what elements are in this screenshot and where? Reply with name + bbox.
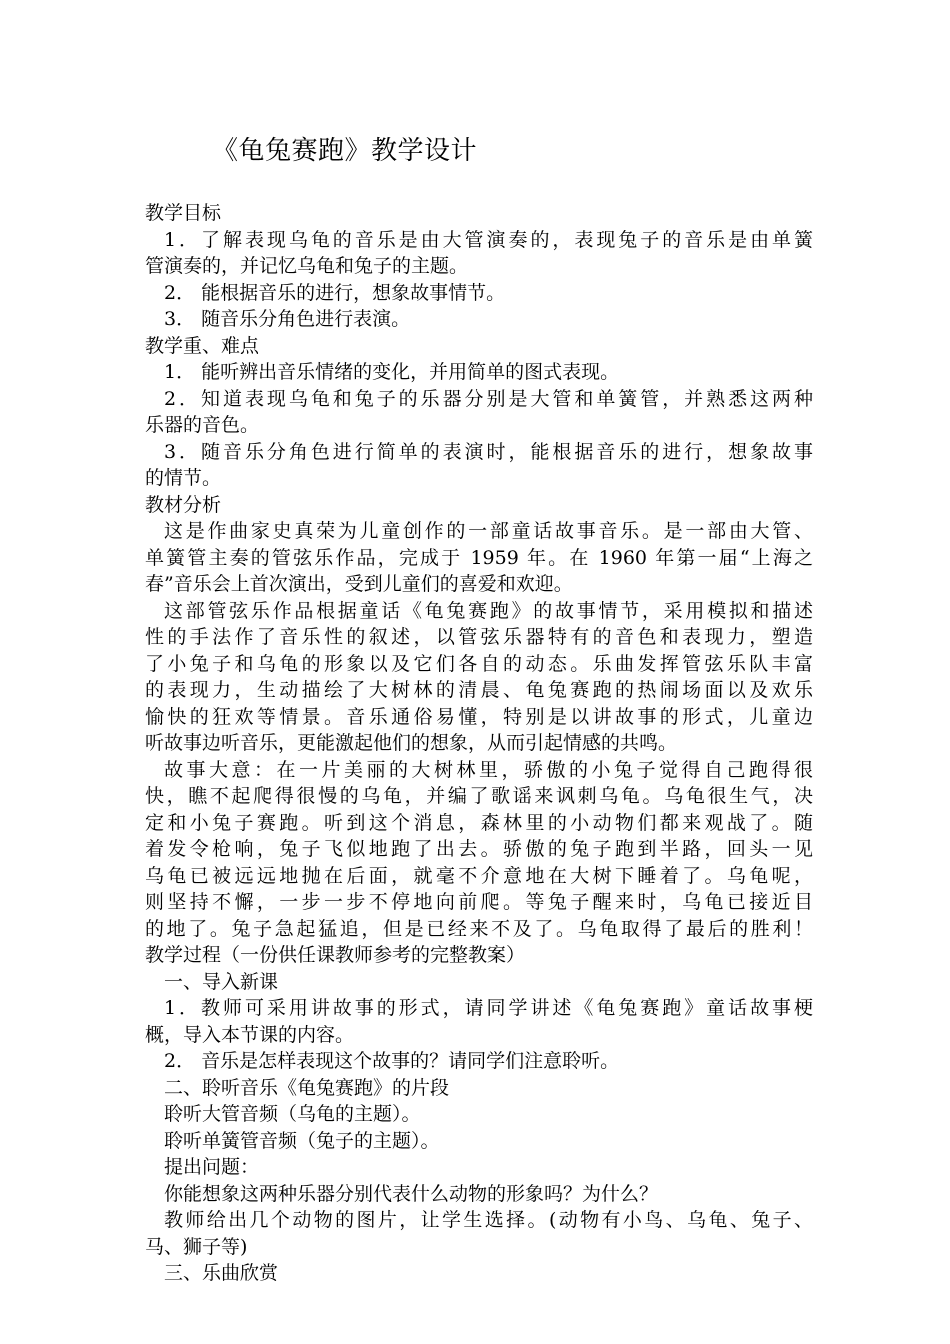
text-line: 则坚持不懈，一步一步不停地向前爬。等兔子醒来时，乌龟已接近目 bbox=[145, 891, 813, 913]
text-line: 愉快的狂欢等情景。音乐通俗易懂，特别是以讲故事的形式，儿童边 bbox=[145, 705, 813, 728]
text-line: 着发令枪响，兔子飞似地跑了出去。骄傲的兔子跑到半路，回头一见 bbox=[145, 838, 813, 860]
text-line: 你能想象这两种乐器分别代表什么动物的形象吗？为什么？ bbox=[164, 1182, 659, 1205]
text-line: 教材分析 bbox=[145, 493, 222, 516]
text-line: 的情节。 bbox=[145, 467, 222, 489]
text-line: 概，导入本节课的内容。 bbox=[145, 1023, 355, 1046]
text-line: 的表现力，生动描绘了大树林的清晨、龟兔赛跑的热闹场面以及欢乐 bbox=[145, 679, 813, 701]
text-line: 二、聆听音乐《龟兔赛跑》的片段 bbox=[164, 1076, 450, 1099]
document-body bbox=[145, 200, 813, 1287]
text-line: 聆听单簧管音频（兔子的主题）。 bbox=[164, 1129, 440, 1152]
text-line: 聆听大管音频（乌龟的主题）。 bbox=[164, 1103, 421, 1125]
text-line: 教学重、难点 bbox=[145, 334, 260, 357]
text-line: 3．随音乐分角色进行简单的表演时，能根据音乐的进行，想象故事 bbox=[164, 440, 813, 463]
text-line: 的地了。兔子急起猛追，但是已经来不及了。乌龟取得了最后的胜利！ bbox=[145, 917, 813, 940]
document-title: 《龟兔赛跑》教学设计 bbox=[212, 136, 478, 166]
text-line: 管演奏的，并记忆乌龟和兔子的主题。 bbox=[145, 255, 469, 277]
text-line: 乌龟已被远远地抛在后面，就毫不介意地在大树下睡着了。乌龟呢， bbox=[145, 864, 813, 887]
text-line: 听故事边听音乐，更能激起他们的想象，从而引起情感的共鸣。 bbox=[145, 732, 678, 754]
text-line: 3． 随音乐分角色进行表演。 bbox=[164, 308, 411, 330]
text-line: 一、导入新课 bbox=[164, 970, 279, 993]
text-line: 教学过程（一份供任课教师参考的完整教案） bbox=[145, 944, 526, 966]
text-line: 性的手法作了音乐性的叙述，以管弦乐器特有的音色和表现力，塑造 bbox=[145, 626, 813, 648]
text-line: 1． 能听辨出音乐情绪的变化，并用简单的图式表现。 bbox=[164, 361, 620, 383]
text-line: 这部管弦乐作品根据童话《龟兔赛跑》的故事情节，采用模拟和描述 bbox=[164, 599, 813, 622]
text-line: 马、狮子等) bbox=[145, 1235, 248, 1258]
text-line: 单簧管主奏的管弦乐作品，完成于 1959 年。在 1960 年第一届“上海之 bbox=[145, 546, 813, 569]
text-line: 三、乐曲欣赏 bbox=[164, 1262, 279, 1284]
text-line: 了小兔子和乌龟的形象以及它们各自的动态。乐曲发挥管弦乐队丰富 bbox=[145, 652, 813, 675]
text-line: 提出问题： bbox=[164, 1156, 260, 1178]
text-line: 教学目标 bbox=[145, 202, 222, 224]
text-line: 1．了解表现乌龟的音乐是由大管演奏的，表现兔子的音乐是由单簧 bbox=[164, 228, 813, 251]
text-line: 春”音乐会上首次演出，受到儿童们的喜爱和欢迎。 bbox=[145, 573, 573, 595]
text-line: 2． 音乐是怎样表现这个故事的？请同学们注意聆听。 bbox=[164, 1050, 620, 1072]
text-line: 2． 能根据音乐的进行，想象故事情节。 bbox=[164, 281, 506, 304]
text-line: 故事大意：在一片美丽的大树林里，骄傲的小兔子觉得自己跑得很 bbox=[164, 758, 813, 781]
text-line: 1．教师可采用讲故事的形式，请同学讲述《龟兔赛跑》童话故事梗 bbox=[164, 997, 813, 1019]
text-line: 2．知道表现乌龟和兔子的乐器分别是大管和单簧管，并熟悉这两种 bbox=[164, 387, 813, 410]
text-line: 定和小兔子赛跑。听到这个消息，森林里的小动物们都来观战了。随 bbox=[145, 811, 813, 834]
text-line: 这是作曲家史真荣为儿童创作的一部童话故事音乐。是一部由大管、 bbox=[164, 520, 813, 542]
text-line: 快，瞧不起爬得很慢的乌龟，并编了歌谣来讽刺乌龟。乌龟很生气，决 bbox=[145, 785, 813, 807]
text-line: 乐器的音色。 bbox=[145, 414, 260, 436]
text-line: 教师给出几个动物的图片，让学生选择。(动物有小鸟、乌龟、兔子、 bbox=[164, 1209, 813, 1231]
